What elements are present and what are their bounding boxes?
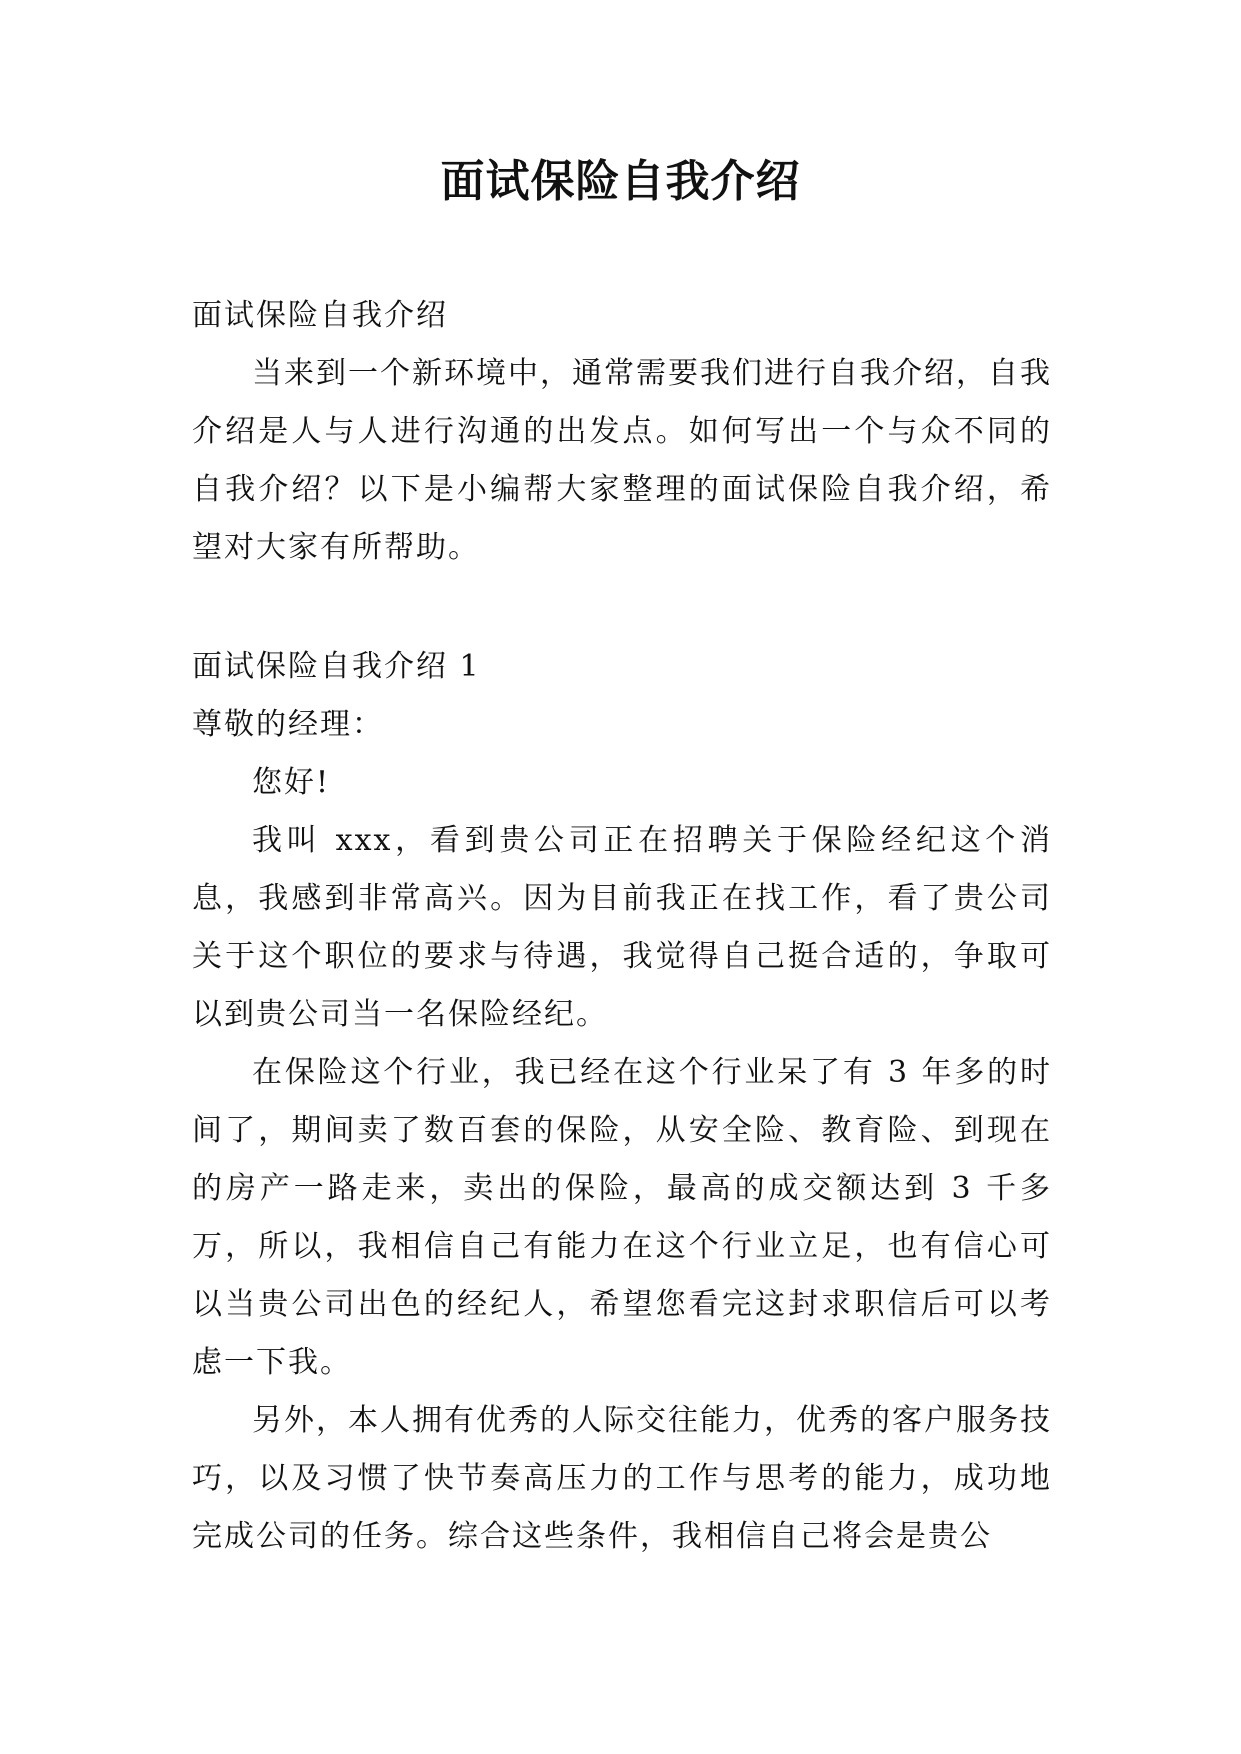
- intro-block: [192, 287, 1052, 577]
- document-title: 面试保险自我介绍: [440, 156, 801, 207]
- section-1-heading: 面试保险自我介绍 1: [192, 649, 481, 684]
- body-paragraph: 在保险这个行业，我已经在这个行业呆了有 3 年多的时间了，期间卖了数百套的保险，从安全险、教育险、到现在的房产一路走来，卖出的保险，最高的成交额达到 3 千多万，所以，我相信自己有能力在这个行业立足，也有信心可以当贵公司出色的经纪人，希望您看完这封求职信后可以考虑一下我。: [192, 1055, 1052, 1380]
- body-paragraph: 另外，本人拥有优秀的人际交往能力，优秀的客户服务技巧，以及习惯了快节奏高压力的工作与思考的能力，成功地完成公司的任务。综合这些条件，我相信自己将会是贵公: [192, 1403, 1052, 1554]
- body-paragraph: 我叫 xxx，看到贵公司正在招聘关于保险经纪这个消息，我感到非常高兴。因为目前我正在找工作，看了贵公司关于这个职位的要求与待遇，我觉得自己挺合适的，争取可以到贵公司当一名保险经纪。: [192, 823, 1052, 1032]
- section-1-block: [192, 638, 1052, 1566]
- salutation: 尊敬的经理：: [192, 707, 384, 742]
- greeting: 您好!: [252, 765, 331, 800]
- intro-paragraph: 当来到一个新环境中，通常需要我们进行自我介绍，自我介绍是人与人进行沟通的出发点。如何写出一个与众不同的自我介绍？以下是小编帮大家整理的面试保险自我介绍，希望对大家有所帮助。: [192, 356, 1052, 565]
- intro-heading: 面试保险自我介绍: [192, 298, 448, 333]
